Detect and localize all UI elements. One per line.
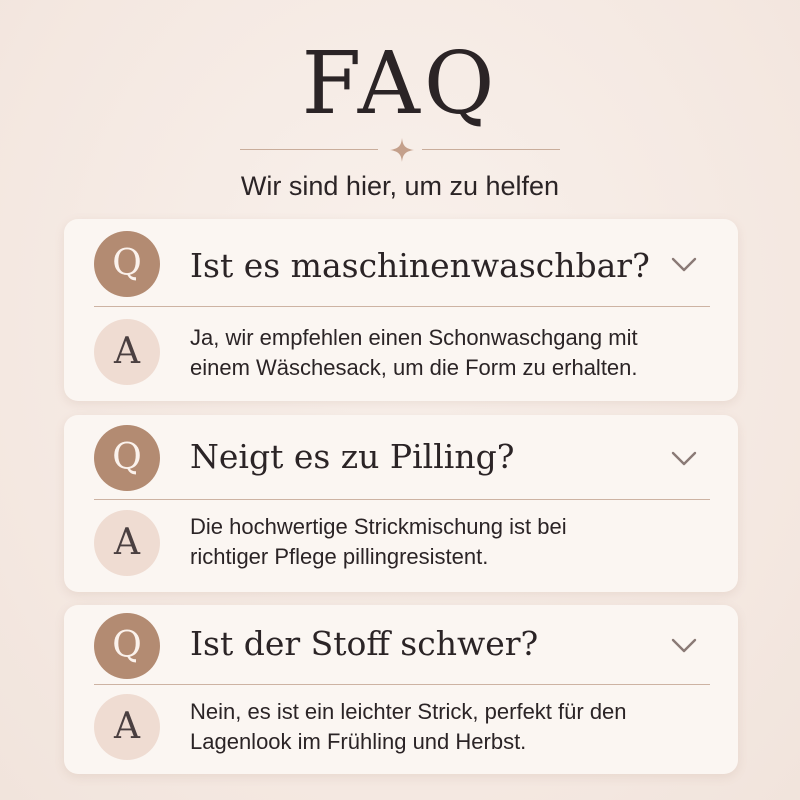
faq-separator [94, 499, 710, 500]
faq-item [64, 415, 738, 592]
sparkle-icon [390, 138, 414, 162]
faq-question[interactable]: Ist es maschinenwaschbar? [190, 246, 650, 285]
faq-answer [190, 512, 720, 572]
answer-line: Nein, es ist ein leichter Strick, perfekt für den [190, 699, 627, 724]
answer-badge: A [94, 694, 160, 760]
faq-question[interactable]: Ist der Stoff schwer? [190, 624, 539, 663]
faq-header [0, 0, 800, 210]
answer-line: einem Wäschesack, um die Form zu erhalten. [190, 355, 638, 380]
page-subtitle: Wir sind hier, um zu helfen [240, 171, 560, 201]
divider-line-right [422, 149, 560, 150]
answer-badge: A [94, 510, 160, 576]
faq-separator [94, 306, 710, 307]
faq-separator [94, 684, 710, 685]
faq-item [64, 219, 738, 401]
faq-item [64, 605, 738, 774]
answer-line: Ja, wir empfehlen einen Schonwaschgang mit [190, 325, 638, 350]
title-divider [240, 138, 560, 162]
answer-line: Die hochwertige Strickmischung ist bei [190, 514, 567, 539]
chevron-down-icon[interactable] [670, 637, 698, 655]
chevron-down-icon[interactable] [670, 256, 698, 274]
answer-line: richtiger Pflege pillingresistent. [190, 544, 489, 569]
question-badge: Q [94, 613, 160, 679]
chevron-down-icon[interactable] [670, 450, 698, 468]
faq-question[interactable]: Neigt es zu Pilling? [190, 437, 515, 476]
divider-line-left [240, 149, 378, 150]
page-title: FAQ [301, 34, 499, 134]
faq-answer [190, 697, 720, 757]
question-badge: Q [94, 231, 160, 297]
answer-line: Lagenlook im Frühling und Herbst. [190, 729, 527, 754]
answer-badge: A [94, 319, 160, 385]
faq-answer [190, 323, 720, 383]
question-badge: Q [94, 425, 160, 491]
